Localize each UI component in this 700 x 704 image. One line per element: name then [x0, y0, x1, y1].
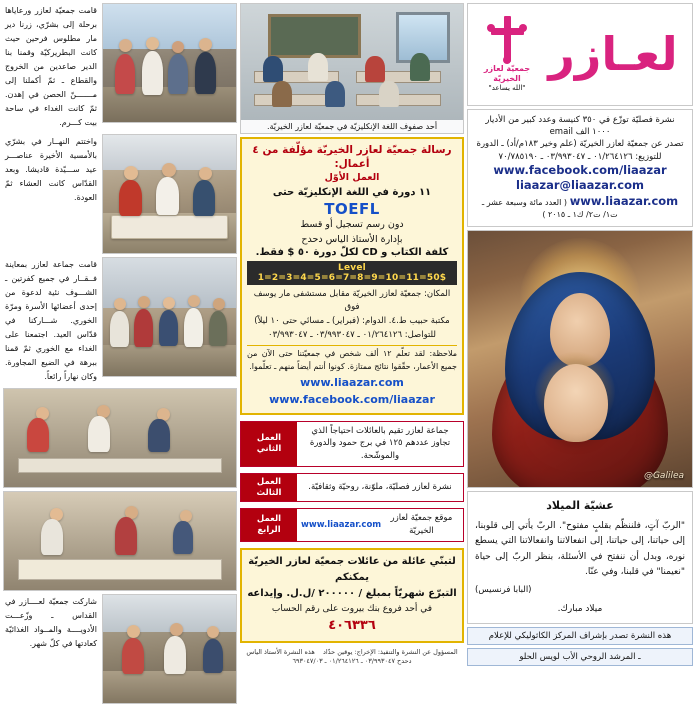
footer-bar-media-center: هذه النشرة تصدر بإشراف المركز الكاثوليكي للإعلام	[467, 627, 693, 645]
right-text-3: قامت جماعة لعازر بمعاينة فــقــار في جميع كفرتين ـ الشـــوف نئية لدعوة من إحدى أعضائها الأسرة ومرّة الخوري. شـــاركنا في قدّاس العيد. اجتمعنا على الغداء مع الخوري ثمّ قمنا ببرهة في الضيع المجاورة. وكان نهاراً رائعاً.	[5, 260, 97, 381]
tiny-footer	[240, 646, 464, 666]
donation-line-1: لتبنّي عائلة من عائلات جمعيّة لعازر الخيريّة يمكنكم	[248, 555, 456, 583]
info-line-3: تصدر عن جمعيّة لعازر الخيريّة (علم وخير ١٨٣م/أد) ـ الدورة	[476, 139, 684, 150]
donation-account-number: ٤٠٦٣٣٦	[328, 618, 376, 634]
right-row-3	[3, 257, 237, 385]
donation-line-3: في أحد فروع بنك بيروت على رقم الحساب	[271, 603, 433, 614]
ad-subheader: العمل الأوّل	[324, 172, 380, 184]
page-title: لعـازر	[548, 27, 678, 82]
right-text-1: قامت جمعيّة لعازر ورعاياها برحلة إلى بشرّي، زرنا دير مار مطلوس فرحين حيث كانت البطريركيّة وقمنا بنا الدير صاعدين من الخروج والقطاع ـ ثمّ أكملنا إلى مـــــــنّ الحصن في إهدن. ثمّ كانت الغداء في ساحة بيت كـــرم.	[5, 6, 97, 127]
right-row-6	[3, 594, 237, 704]
right-row-5	[3, 491, 237, 591]
footer-bar-spiritual-guide: ـ المرشد الروحي الأب لويس الحلو	[467, 648, 693, 666]
ad-price: كلفة الكتاب و CD لكلّ دورة ٥٠ $ فقط.	[255, 246, 449, 258]
photo-caption: أحد صفوف اللغة الإنكليزيّة في جمعيّة لعازر الخيريّة.	[241, 120, 463, 133]
info-facebook-url[interactable]: www.facebook.com/liaazar	[493, 162, 667, 177]
logo-subtitle-line2: "الله يساعد"	[488, 83, 526, 92]
issue-number: ( العدد مائة وسبعة عشر ـ ت١/ ت٢/ ك١ ـ ٢٠١٥ )	[481, 197, 618, 219]
ad-detail-2: مكتبة حبيب ط.٤. الدوام: (فبراير) ـ مسائي حتى ١٠ ليلاً)	[254, 316, 450, 327]
info-line-2: ١٠٠٠ الف email	[549, 126, 611, 137]
info-email[interactable]: liaazar@liaazar.com	[516, 178, 644, 193]
classroom-illustration	[241, 4, 463, 133]
right-row-1	[3, 3, 237, 131]
right-row-2	[3, 134, 237, 254]
ad-box-courses	[240, 137, 464, 415]
ad-line-2: دون رسم تسجيل أو قسط	[300, 219, 404, 231]
photo-supplies	[102, 594, 237, 704]
logo	[474, 16, 540, 93]
ad-url-website[interactable]: www.liaazar.com	[300, 376, 404, 390]
ad-levels-banner: Level 1=2=3=4=5=6=7=8=9=10=11=50$	[247, 261, 457, 285]
ad-detail-1: المكان: جمعيّة لعازر الخيريّة مقابل مستشفى مار يوسف فوق	[253, 288, 451, 313]
tiny-footer-right: المسؤول عن النشرة والتنفيذ: الإخراج: يوقين حدّاد	[323, 647, 458, 656]
work-tag-3: العمل الثالث	[241, 474, 297, 501]
info-line-1: نشرة فصليّة توزّع في ٣٥٠ كنيسة وعدد كبير من الأديار	[485, 114, 675, 125]
ad-toefl-label: TOEFL	[324, 200, 380, 219]
right-column	[3, 3, 237, 666]
ad-line-1: ١١ دورة في اللغة الإنكليزيّة حتى	[272, 187, 432, 199]
work-tag-2: العمل الثاني	[241, 422, 297, 466]
photo-food-prep	[3, 491, 237, 591]
tiny-footer-left: هذه النشرة الأستاذ الياس دحدح ٠٣/٩٩٣٠٤٧ ـ ٠١/٢٦٤١٢٦ ـ ٦٩٣٠٤٧/٠٣	[246, 647, 412, 665]
ad-note: ملاحظة: لقد تعلّم ١٢ ألف شخص في جمعيّتنا حتى الآن من جميع الأعمار، حقّقوا نتائج ممتازة. كونوا أنتم أيضاً منهم ـ تعلّموا.	[247, 345, 457, 373]
logo-subtitle-line1: جمعيّة لعازر الخيريّة	[483, 63, 531, 83]
info-block	[467, 109, 693, 228]
right-row-4	[3, 388, 237, 488]
photo-group-trip	[102, 3, 237, 123]
masthead	[467, 3, 693, 106]
left-column	[467, 3, 693, 666]
work-body-4-text: موقع جمعيّة لعازر الخيريّة	[390, 513, 453, 536]
cross-icon	[487, 16, 527, 62]
work-body-3: نشرة لعازر فصليّة، ملوّنة، روحيّة وثقافيّة.	[308, 482, 452, 493]
logo-subtitle	[474, 64, 540, 93]
image-signature: @Galilea	[643, 471, 684, 482]
work-row-3	[240, 473, 464, 502]
work-body-4-link[interactable]: www.liaazar.com	[301, 519, 382, 530]
photo-aid-distribution	[102, 134, 237, 254]
photo-church-group	[102, 257, 237, 377]
ad-header: رسالة جمعيّة لعازر الخيريّة مؤلّفة من ٤ أعمال:	[252, 144, 452, 171]
photo-english-class	[240, 3, 464, 134]
poem-title: عشيّة الميلاد	[546, 499, 614, 513]
ad-url-facebook[interactable]: www.facebook.com/liaazar	[269, 393, 435, 407]
poem-body: "الربّ آتٍ، فلننظّم بقلبٍ مفتوح". الربّ يأتي إلى قلوبنا، إلى حياتنا، إلى حياتنا، إلى انفعالاتنا وانفعالاتنا التي يسطع نوره، وبدل أن ننفتح في الأسئلة، بنظر الربّ إلى حياة "نعيمنا" في قلبنا، وفي عنّا.	[475, 521, 685, 577]
middle-column	[240, 3, 464, 666]
work-body-4	[297, 509, 463, 541]
photo-lunch-table	[3, 388, 237, 488]
work-tag-4: العمل الرابع	[241, 509, 297, 541]
work-row-4	[240, 508, 464, 542]
ad-line-3: بإدارة الأستاذ الياس دحدح	[301, 233, 403, 245]
work-row-2	[240, 421, 464, 467]
donation-box	[240, 548, 464, 643]
right-text-6: شاركت جمعيّة لعــــازر في القداس ـ وزّعـــت الأدويــــة والمــواد الغذائيّة كعادتها في كلّ شهر.	[5, 597, 97, 648]
madonna-and-child-image	[467, 230, 693, 488]
poem-block	[467, 491, 693, 624]
info-line-4: للتوزيع: ٠١/٢٦٤١٢٦ ـ ٠٣/٩٩٣٠٤٧ ـ ٧٠/٧٨٥١٩٠	[498, 151, 662, 162]
poem-closing: ميلاد مبارك.	[557, 603, 603, 614]
right-text-2: واختتم النهــار في بشرّي بالأمسية الأخيرة عناصـــر عيد ســـيّدة قاديشا. وبعد القدّاس كانت العشاء ثمّ العودة.	[5, 137, 97, 202]
donation-line-2: التبرّع شهريّاً بمبلغ / ٢٠٠٠٠٠ /ل.ل. وإيداعه	[247, 587, 457, 599]
info-website-url[interactable]: www.liaazar.com	[569, 193, 679, 208]
work-body-2: جماعة لعازر تقيم بالعائلات احتياجاً الذي تجاوز عددهم ١٢٥ في برج حمود والدورة والموشّحة.	[309, 425, 451, 462]
ad-detail-3: للتواصل: ٠١/٢٦٤١٢٦ ـ ٠٣/٩٩٣٠٤٧ ـ ٠٣/٩٩٣٠٤٧	[268, 329, 436, 340]
poem-attribution: (البابا فرنسيس)	[475, 585, 532, 596]
